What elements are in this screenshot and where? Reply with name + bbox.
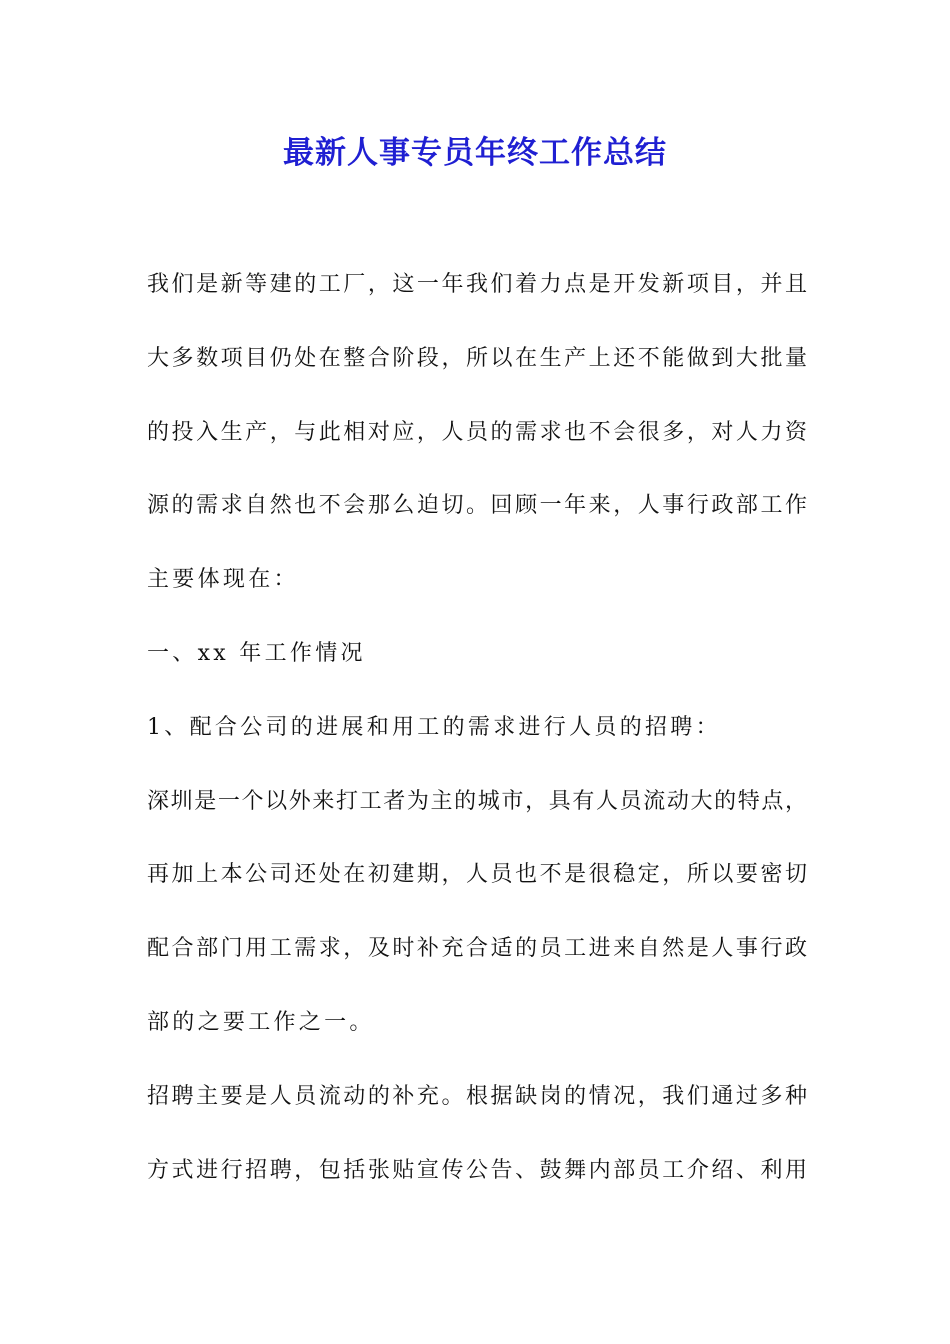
paragraph-line: 部的之要工作之一。 xyxy=(147,1009,375,1035)
paragraph-line: 的投入生产，与此相对应，人员的需求也不会很多，对人力资 xyxy=(147,419,807,445)
section-heading: 一、xx 年工作情况 xyxy=(147,640,366,666)
paragraph-line: 招聘主要是人员流动的补充。根据缺岗的情况，我们通过多种 xyxy=(147,1083,807,1109)
paragraph-line: 我们是新等建的工厂，这一年我们着力点是开发新项目，并且 xyxy=(147,272,807,297)
paragraph-line: 深圳是一个以外来打工者为主的城市，具有人员流动大的特点， xyxy=(147,788,807,814)
paragraph-line: 主要体现在： xyxy=(147,567,299,593)
document-body xyxy=(147,263,807,1222)
paragraph-line: 大多数项目仍处在整合阶段，所以在生产上还不能做到大批量 xyxy=(147,345,807,371)
subsection-heading: 1、配合公司的进展和用工的需求进行人员的招聘： xyxy=(147,714,721,740)
paragraph-line: 再加上本公司还处在初建期，人员也不是很稳定，所以要密切 xyxy=(147,862,807,888)
paragraph-line: 方式进行招聘，包括张贴宣传公告、鼓舞内部员工介绍、利用 xyxy=(147,1157,807,1183)
document-title: 最新人事专员年终工作总结 xyxy=(283,135,667,171)
paragraph-line: 配合部门用工需求，及时补充合适的员工进来自然是人事行政 xyxy=(147,936,807,962)
paragraph-line: 源的需求自然也不会那么迫切。回顾一年来，人事行政部工作 xyxy=(147,493,807,519)
